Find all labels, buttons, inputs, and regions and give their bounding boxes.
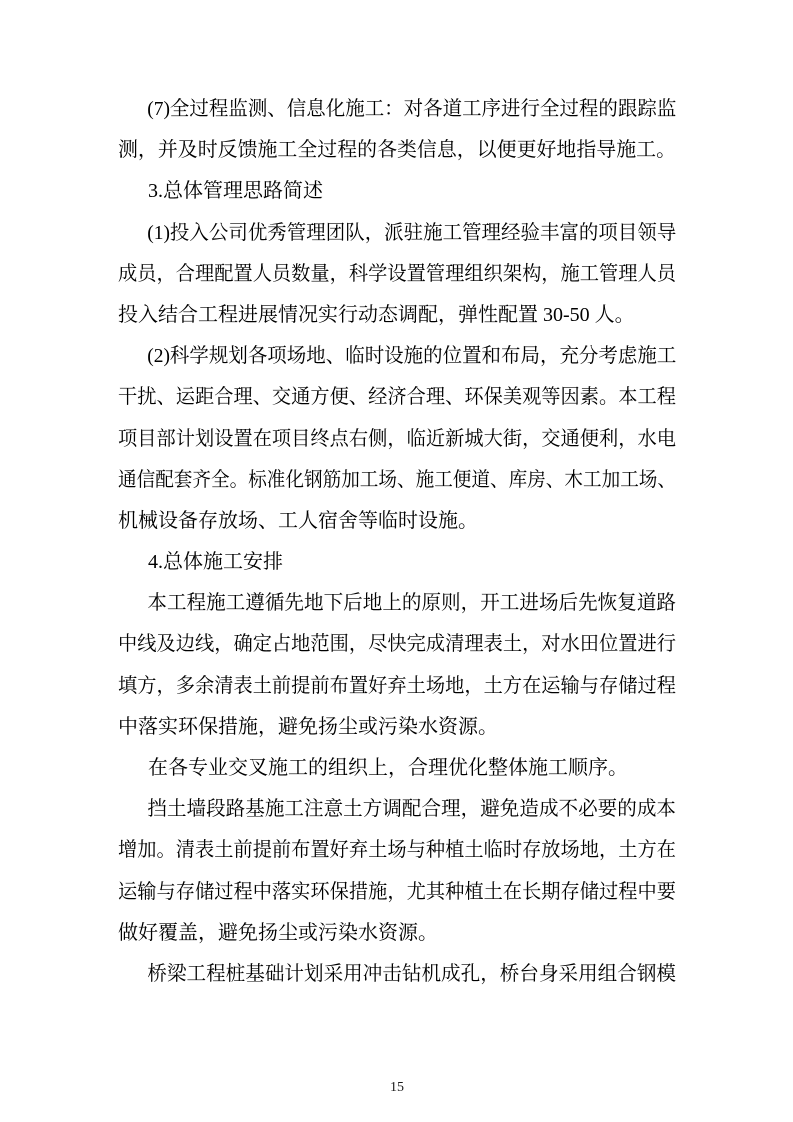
paragraph — [118, 583, 676, 748]
text-line: 挡土墙段路基施工注意土方调配合理，避免造成不必要的成本 — [147, 798, 677, 821]
paragraph — [118, 336, 676, 542]
text-line: 本工程施工遵循先地下后地上的原则，开工进场后先恢复道路 — [147, 592, 677, 615]
text-line: 填方，多余清表土前提前布置好弃土场地，土方在运输与存储过程 — [118, 674, 676, 697]
paragraph — [118, 542, 676, 583]
text-line: 机械设备存放场、工人宿舍等临时设施。 — [118, 509, 478, 532]
text-line: 在各专业交叉施工的组织上，合理优化整体施工顺序。 — [148, 757, 628, 779]
paragraph — [118, 954, 676, 995]
paragraph — [118, 213, 676, 337]
paragraph — [118, 748, 676, 789]
paragraph — [118, 171, 676, 212]
text-line: 增加。清表土前提前布置好弃土场与种植土临时存放场地，土方在 — [118, 839, 676, 862]
text-line: 通信配套齐全。标准化钢筋加工场、施工便道、库房、木工加工场、 — [118, 468, 676, 491]
text-line: 中线及边线，确定占地范围，尽快完成清理表土，对水田位置进行 — [118, 633, 676, 656]
paragraph — [118, 789, 676, 954]
text-line: 3.总体管理思路简述 — [148, 180, 323, 203]
paragraph — [118, 89, 676, 171]
text-line: (1)投入公司优秀管理团队，派驻施工管理经验丰富的项目领导 — [147, 221, 677, 244]
text-line: 4.总体施工安排 — [148, 551, 283, 574]
text-line: 投入结合工程进展情况实行动态调配，弹性配置 30-50 人。 — [118, 303, 635, 326]
text-line: (2)科学规划各项场地、临时设施的位置和布局，充分考虑施工 — [147, 345, 677, 368]
page-number-footer — [118, 1078, 676, 1098]
document-body — [118, 89, 676, 995]
text-line: 项目部计划设置在项目终点右侧，临近新城大街，交通便利，水电 — [118, 427, 676, 450]
text-line: 桥梁工程桩基础计划采用冲击钻机成孔，桥台身采用组合钢模 — [147, 962, 677, 985]
text-line: 做好覆盖，避免扬尘或污染水资源。 — [118, 921, 438, 944]
text-line: 干扰、运距合理、交通方便、经济合理、环保美观等因素。本工程 — [118, 386, 676, 409]
text-line: 成员，合理配置人员数量，科学设置管理组织架构，施工管理人员 — [118, 262, 676, 285]
text-line: (7)全过程监测、信息化施工：对各道工序进行全过程的跟踪监 — [147, 98, 677, 120]
text-line: 运输与存储过程中落实环保措施，尤其种植土在长期存储过程中要 — [118, 880, 676, 903]
text-line: 测，并及时反馈施工全过程的各类信息，以便更好地指导施工。 — [118, 139, 676, 162]
page-number: 15 — [390, 1080, 404, 1095]
text-line: 中落实环保措施，避免扬尘或污染水资源。 — [118, 715, 498, 738]
